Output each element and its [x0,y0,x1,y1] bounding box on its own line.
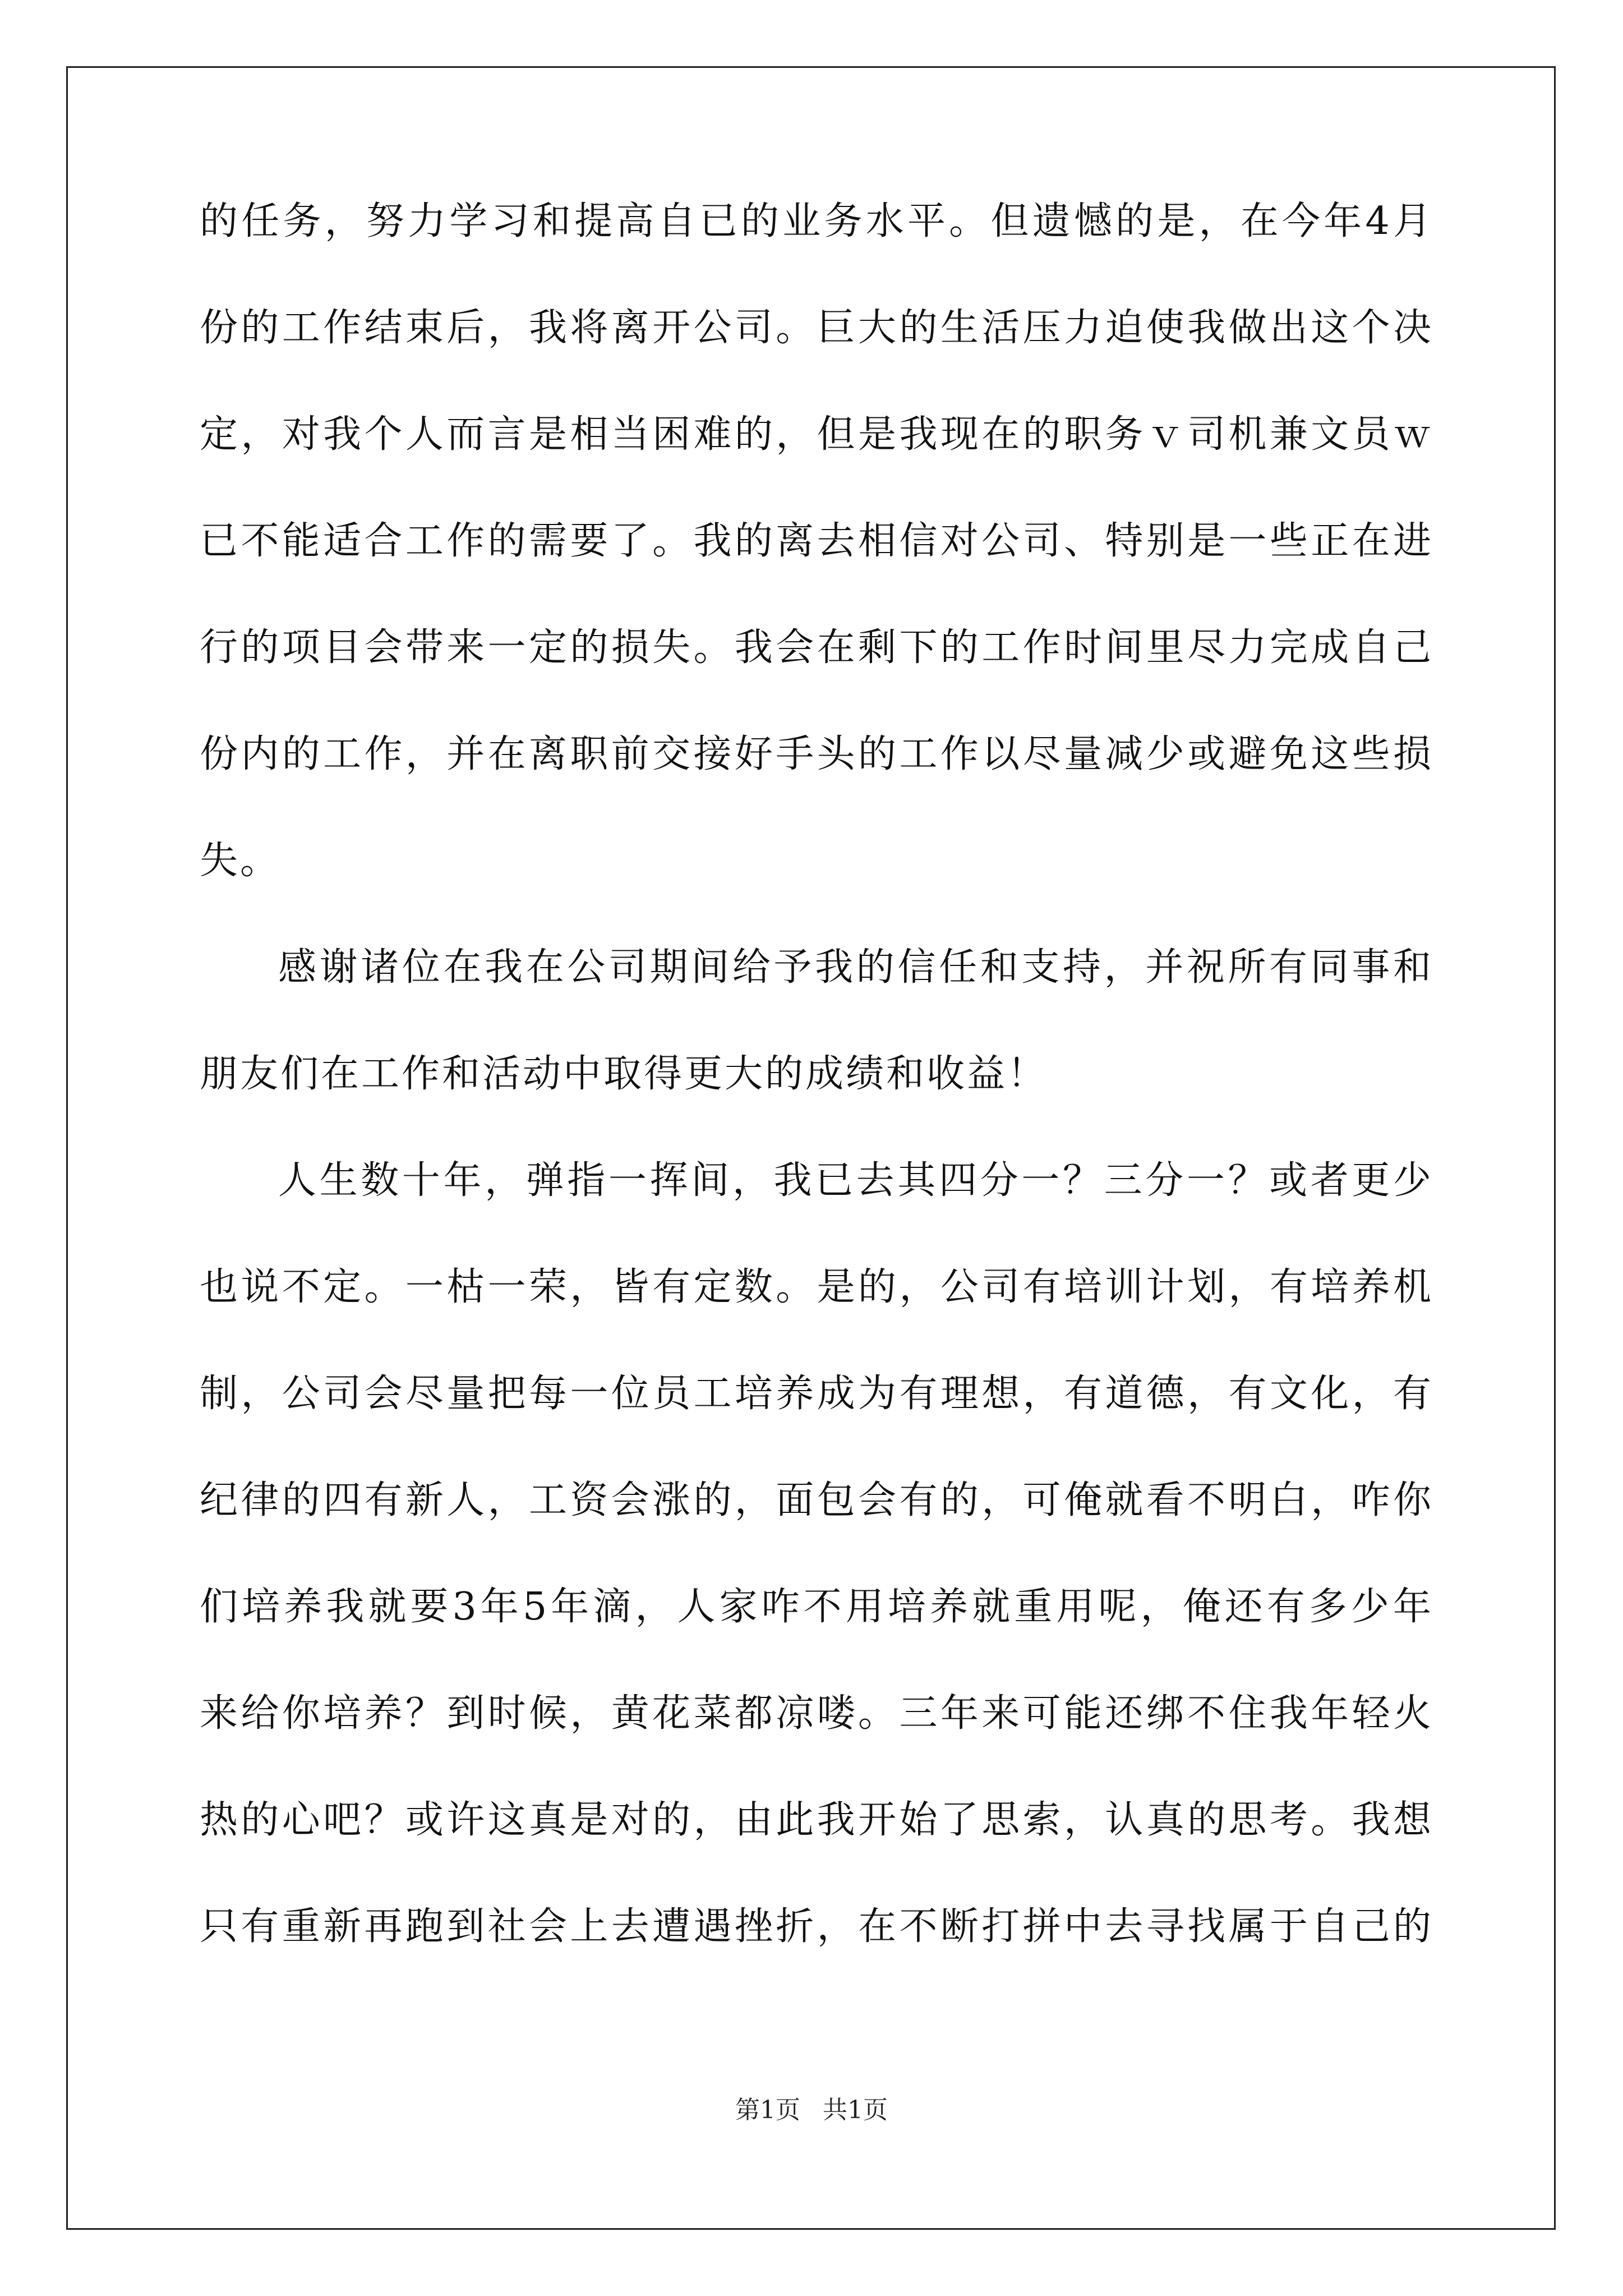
text-line: 只有重新再跑到社会上去遭遇挫折，在不断打拼中去寻找属于自己的 [200,1904,1433,1949]
text-line: 纪律的四有新人，工资会涨的，面包会有的，可俺就看不明白，咋你 [200,1478,1433,1522]
text-line: 们培养我就要3年5年滴，人家咋不用培养就重用呢，俺还有多少年 [200,1585,1433,1629]
text-line: 的任务，努力学习和提高自已的业务水平。但遗憾的是，在今年4月 [200,199,1433,243]
text-line: 份的工作结束后，我将离开公司。巨大的生活压力迫使我做出这个决 [200,306,1433,350]
page-total: 共1页 [823,2096,888,2124]
text-line: 热的心吧？或许这真是对的，由此我开始了思索，认真的思考。我想 [200,1798,1433,1842]
text-line: 已不能适合工作的需要了。我的离去相信对公司、特别是一些正在进 [200,519,1433,563]
text-line: 感谢诸位在我在公司期间给予我的信任和支持，并祝所有同事和 [278,945,1433,990]
page-number: 第1页 [735,2096,800,2124]
text-line: 行的项目会带来一定的损失。我会在剩下的工作时间里尽力完成自己 [200,625,1433,670]
text-line: 制，公司会尽量把每一位员工培养成为有理想，有道德，有文化，有 [200,1372,1433,1416]
text-line: 也说不定。一枯一荣，皆有定数。是的，公司有培训计划，有培养机 [200,1265,1433,1309]
document-body [200,185,1433,1997]
text-line: 失。 [200,839,281,883]
text-line: 份内的工作，并在离职前交接好手头的工作以尽量减少或避免这些损 [200,732,1433,776]
text-line: 来给你培养？到时候，黄花菜都凉喽。三年来可能还绑不住我年轻火 [200,1691,1433,1736]
text-line: 朋友们在工作和活动中取得更大的成绩和收益！ [200,1052,1048,1096]
text-line: 人生数十年，弹指一挥间，我已去其四分一？三分一？或者更少 [278,1158,1433,1203]
text-line: 定，对我个人而言是相当困难的，但是我现在的职务ｖ司机兼文员ｗ [200,412,1433,457]
page-footer [0,2090,1623,2125]
